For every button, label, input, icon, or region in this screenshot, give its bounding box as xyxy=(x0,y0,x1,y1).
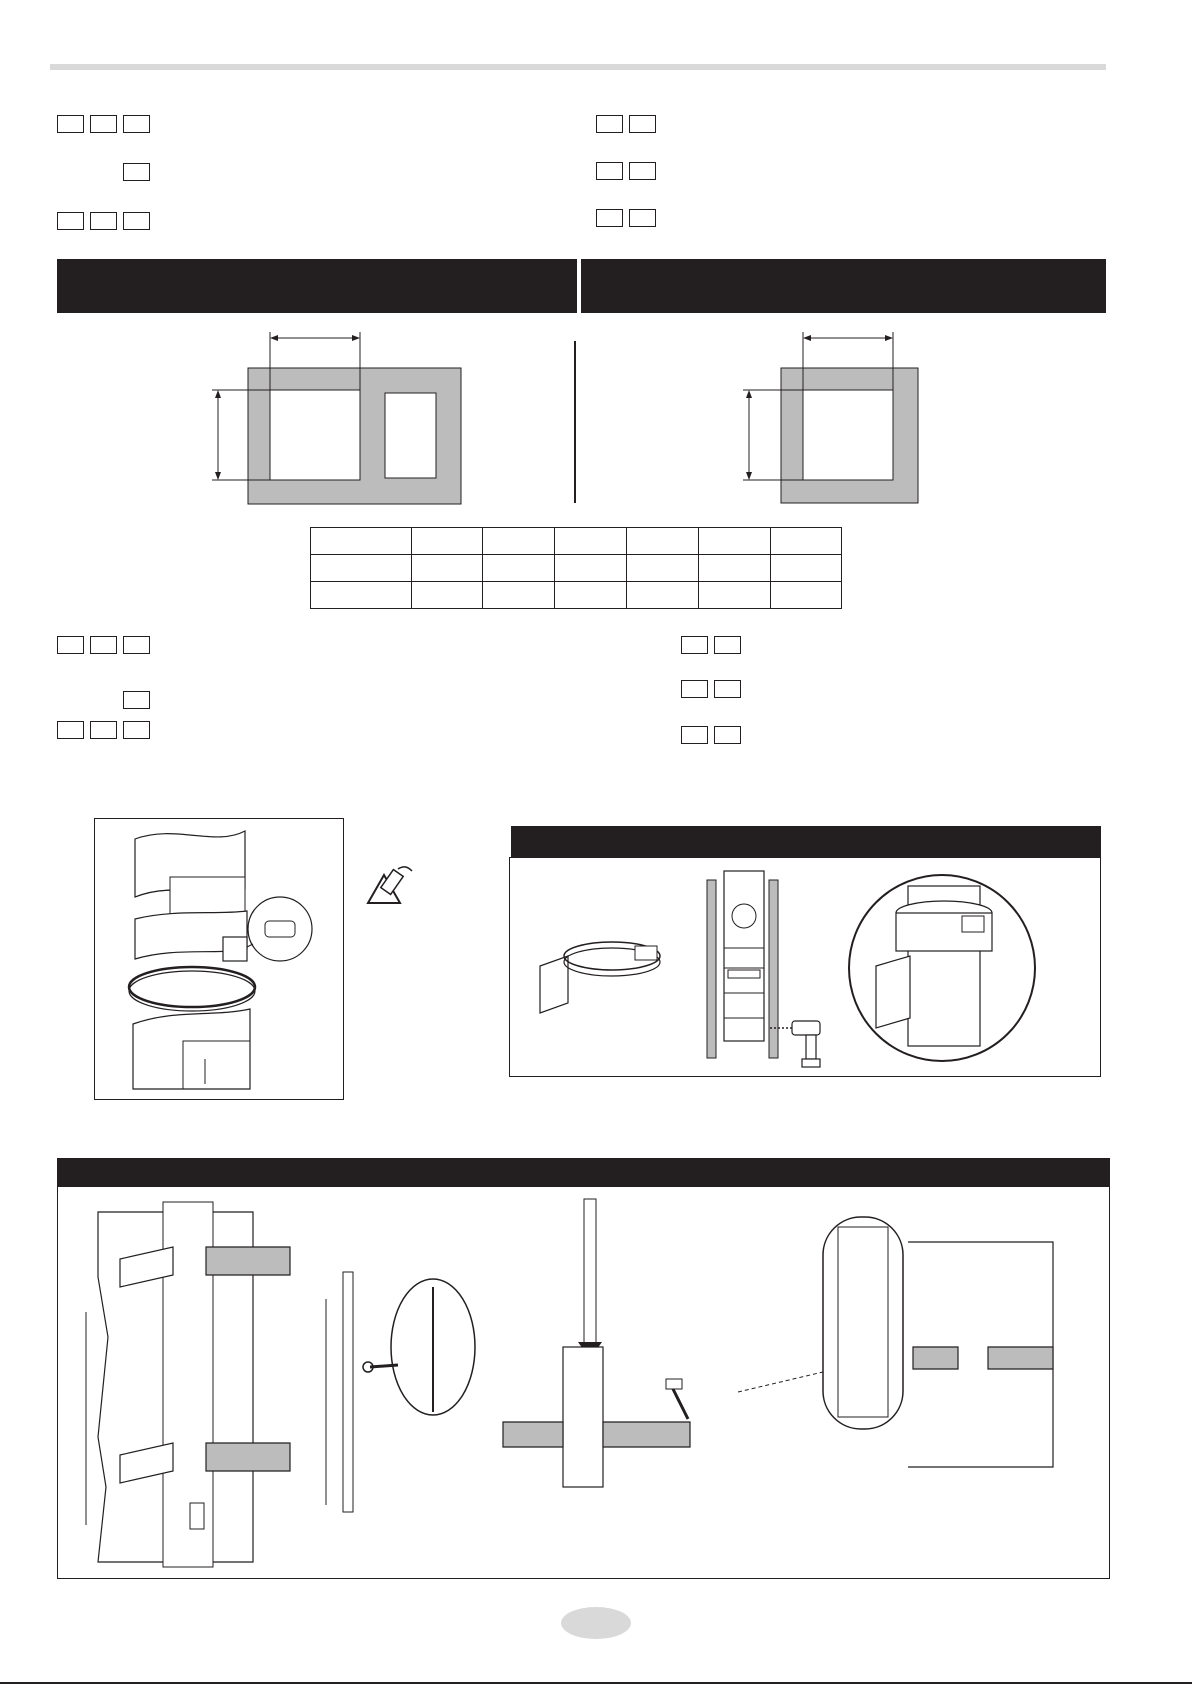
installation-illustrations xyxy=(58,1187,1111,1580)
table-cell xyxy=(311,528,412,555)
twin-opening-diagram xyxy=(212,332,461,504)
option-box xyxy=(714,726,741,744)
table-row xyxy=(311,582,842,609)
bracket-installation-drawing xyxy=(738,1217,1053,1467)
table-cell xyxy=(311,582,412,609)
table-cell xyxy=(699,555,771,582)
section-header-installation xyxy=(57,1158,1110,1186)
table-cell xyxy=(699,528,771,555)
table-cell xyxy=(627,582,699,609)
table-cell xyxy=(555,555,627,582)
chimney-shaft-drawing xyxy=(86,1202,290,1567)
option-box xyxy=(681,636,708,654)
drill-mounting-drawing xyxy=(707,871,778,1058)
pipe-joint-illustration xyxy=(95,819,345,1101)
option-box xyxy=(90,636,117,654)
table-cell xyxy=(699,582,771,609)
table-cell xyxy=(627,555,699,582)
option-box xyxy=(123,636,150,654)
table-cell xyxy=(483,528,555,555)
table-cell xyxy=(412,582,483,609)
section-header-wall-bracket xyxy=(511,826,1101,857)
bottom-rule xyxy=(0,1682,1192,1684)
option-box xyxy=(714,636,741,654)
flue-pipe-drawing xyxy=(326,1272,475,1512)
table-cell xyxy=(555,582,627,609)
bracket-detail-drawing xyxy=(849,875,1035,1061)
wall-bracket-panel xyxy=(509,857,1101,1077)
table-cell xyxy=(311,555,412,582)
table-cell xyxy=(412,528,483,555)
option-box xyxy=(123,691,150,709)
table-cell xyxy=(627,528,699,555)
option-box xyxy=(57,721,84,739)
joint-assembly-panel xyxy=(94,818,344,1100)
hammer-icon xyxy=(666,1379,688,1419)
installation-panel xyxy=(57,1186,1110,1579)
page-number-badge xyxy=(561,1607,631,1639)
option-box xyxy=(681,680,708,698)
table-cell xyxy=(483,555,555,582)
option-box xyxy=(57,636,84,654)
table-cell xyxy=(771,528,842,555)
option-box xyxy=(90,721,117,739)
table-row xyxy=(311,528,842,555)
table-cell xyxy=(483,582,555,609)
table-row xyxy=(311,555,842,582)
table-cell xyxy=(771,582,842,609)
table-cell xyxy=(771,555,842,582)
wall-bracket-illustrations xyxy=(510,858,1102,1078)
dimension-table xyxy=(310,527,842,609)
sealant-tube-icon xyxy=(364,865,420,907)
table-cell xyxy=(555,528,627,555)
option-box xyxy=(123,721,150,739)
table-cell xyxy=(412,555,483,582)
single-opening-diagram xyxy=(743,332,918,503)
chimney-top-drawing xyxy=(503,1199,690,1487)
bracket-drawing xyxy=(540,942,660,1013)
option-box xyxy=(714,680,741,698)
option-box xyxy=(681,726,708,744)
